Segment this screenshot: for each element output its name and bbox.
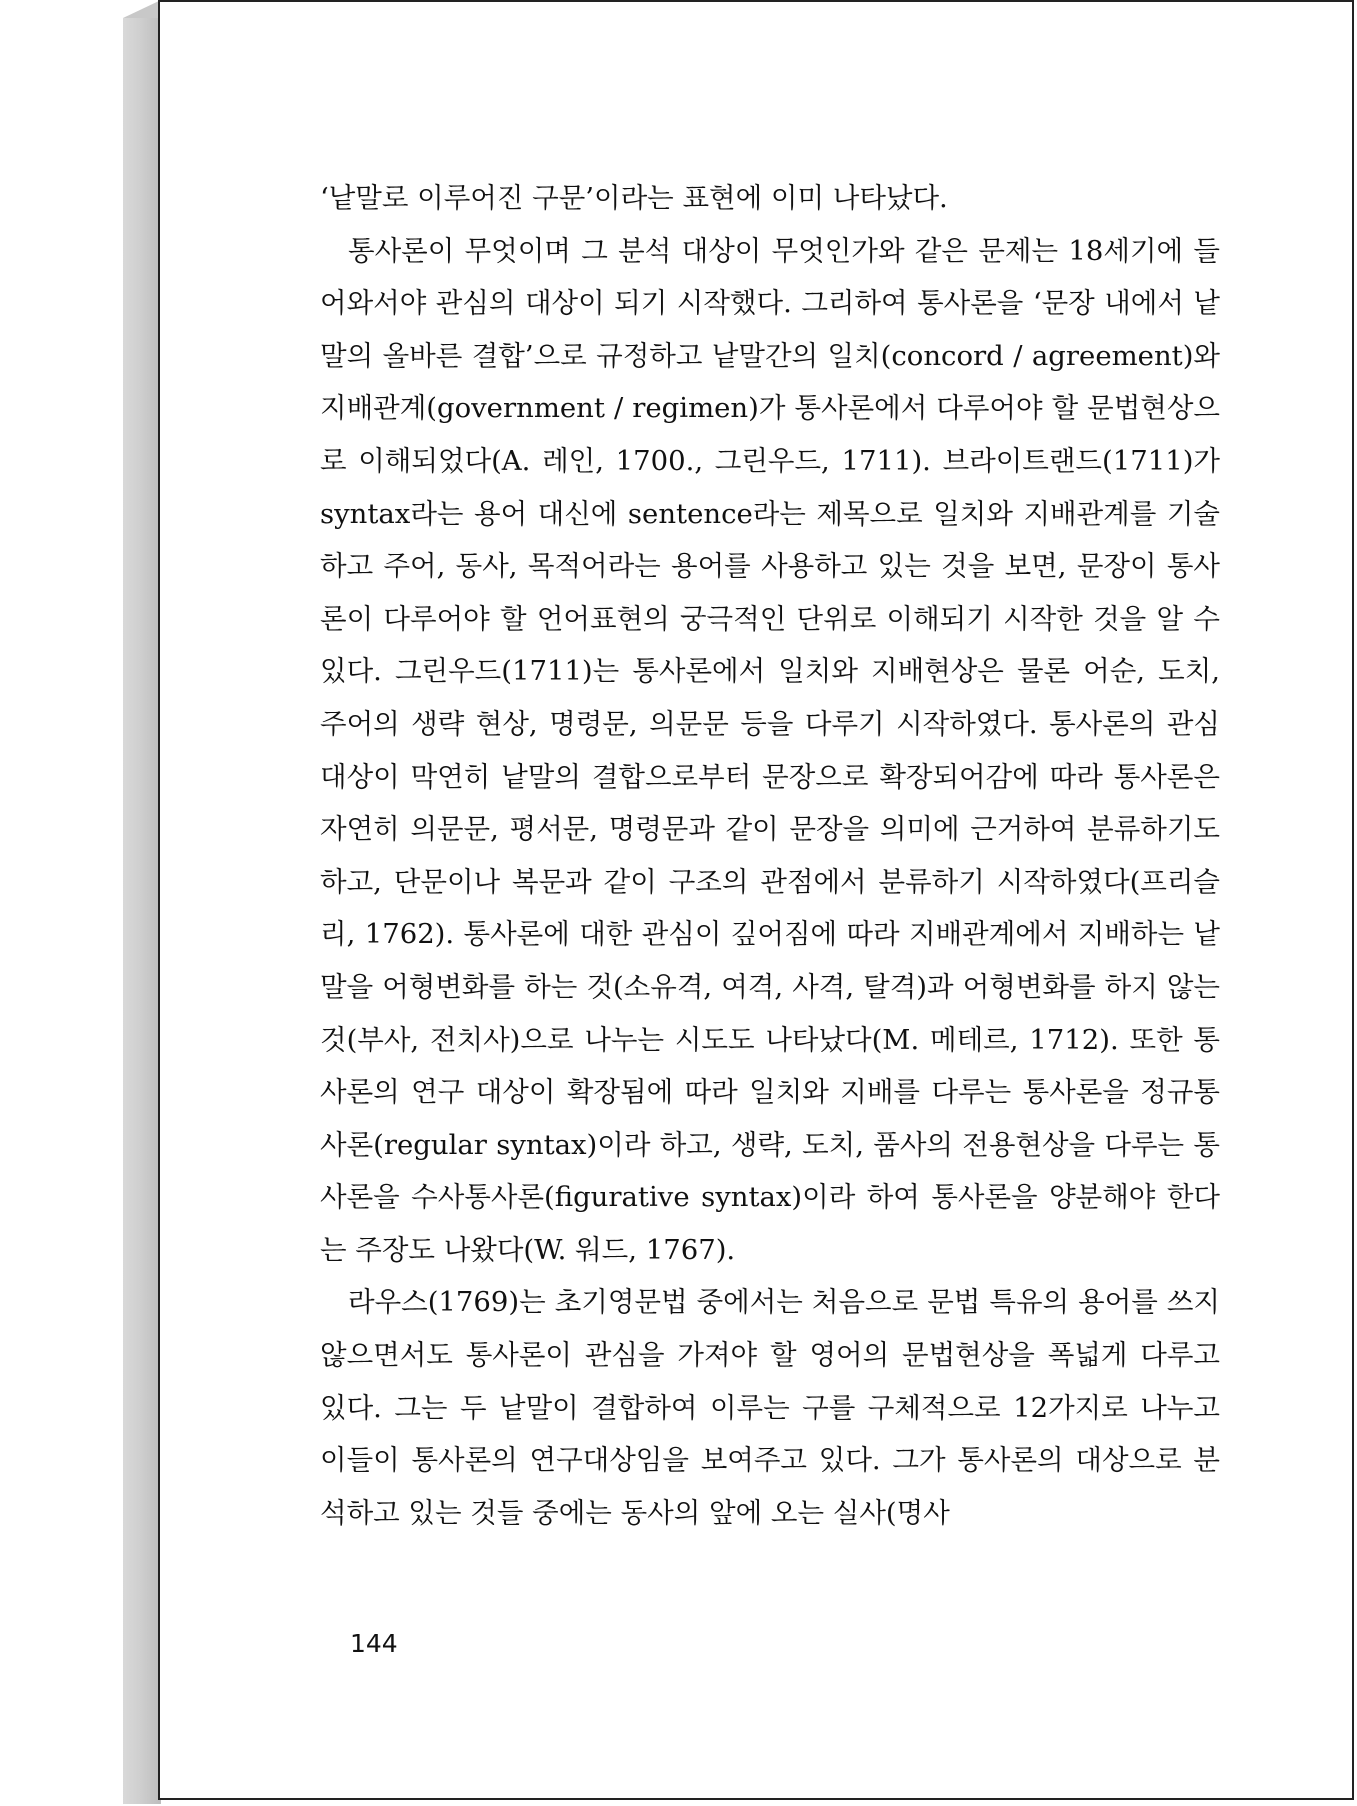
paragraph-1: ‘낱말로 이루어진 구문’이라는 표현에 이미 나타났다. (320, 182, 948, 214)
paragraph-3: 라우스(1769)는 초기영문법 중에서는 처음으로 문법 특유의 용어를 쓰지 않으면서도 통사론이 관심을 가져야 할 영어의 문법현상을 폭넓게 다루고 있다. 그는 두 낱말이 결합하여 이루는 구를 구체적으로 12가지로 나누고 이들이 통사론의 연구대상임을 보여주고 있다. 그가 통사론의 대상으로 분석하고 있는 것들 중에는 동사의 앞에 오는 실사(명사 (320, 1286, 1220, 1529)
body-text (320, 172, 1220, 1539)
page-number: 144 (350, 1629, 398, 1658)
paragraph-2: 통사론이 무엇이며 그 분석 대상이 무엇인가와 같은 문제는 18세기에 들어와서야 관심의 대상이 되기 시작했다. 그리하여 통사론을 ‘문장 내에서 낱말의 올바른 결합’으로 규정하고 낱말간의 일치(concord / agreement)와 지배관계(government / regimen)가 통사론에서 다루어야 할 문법현상으로 이해되었다(A. 레인, 1700., 그린우드, 1711). 브라이트랜드(1711)가 syntax라는 용어 대신에 sentence라는 제목으로 일치와 지배관계를 기술하고 주어, 동사, 목적어라는 용어를 사용하고 있는 것을 보면, 문장이 통사론이 다루어야 할 언어표현의 궁극적인 단위로 이해되기 시작한 것을 알 수 있다. 그린우드(1711)는 통사론에서 일치와 지배현상은 물론 어순, 도치, 주어의 생략 현상, 명령문, 의문문 등을 다루기 시작하였다. 통사론의 관심대상이 막연히 낱말의 결합으로부터 문장으로 확장되어감에 따라 통사론은 자연히 의문문, 평서문, 명령문과 같이 문장을 의미에 근거하여 분류하기도 하고, 단문이나 복문과 같이 구조의 관점에서 분류하기 시작하였다(프리슬리, 1762). 통사론에 대한 관심이 깊어짐에 따라 지배관계에서 지배하는 낱말을 어형변화를 하는 것(소유격, 여격, 사격, 탈격)과 어형변화를 하지 않는 것(부사, 전치사)으로 나누는 시도도 나타났다(M. 메테르, 1712). 또한 통사론의 연구 대상이 확장됨에 따라 일치와 지배를 다루는 통사론을 정규통사론(regular syntax)이라 하고, 생략, 도치, 품사의 전용현상을 다루는 통사론을 수사통사론(figurative syntax)이라 하여 통사론을 양분해야 한다는 주장도 나왔다(W. 워드, 1767). (320, 234, 1220, 1266)
book-spine-top (123, 0, 161, 18)
book-spine (123, 18, 161, 1804)
page-corner (1332, 2, 1352, 22)
book-page (158, 0, 1354, 1800)
